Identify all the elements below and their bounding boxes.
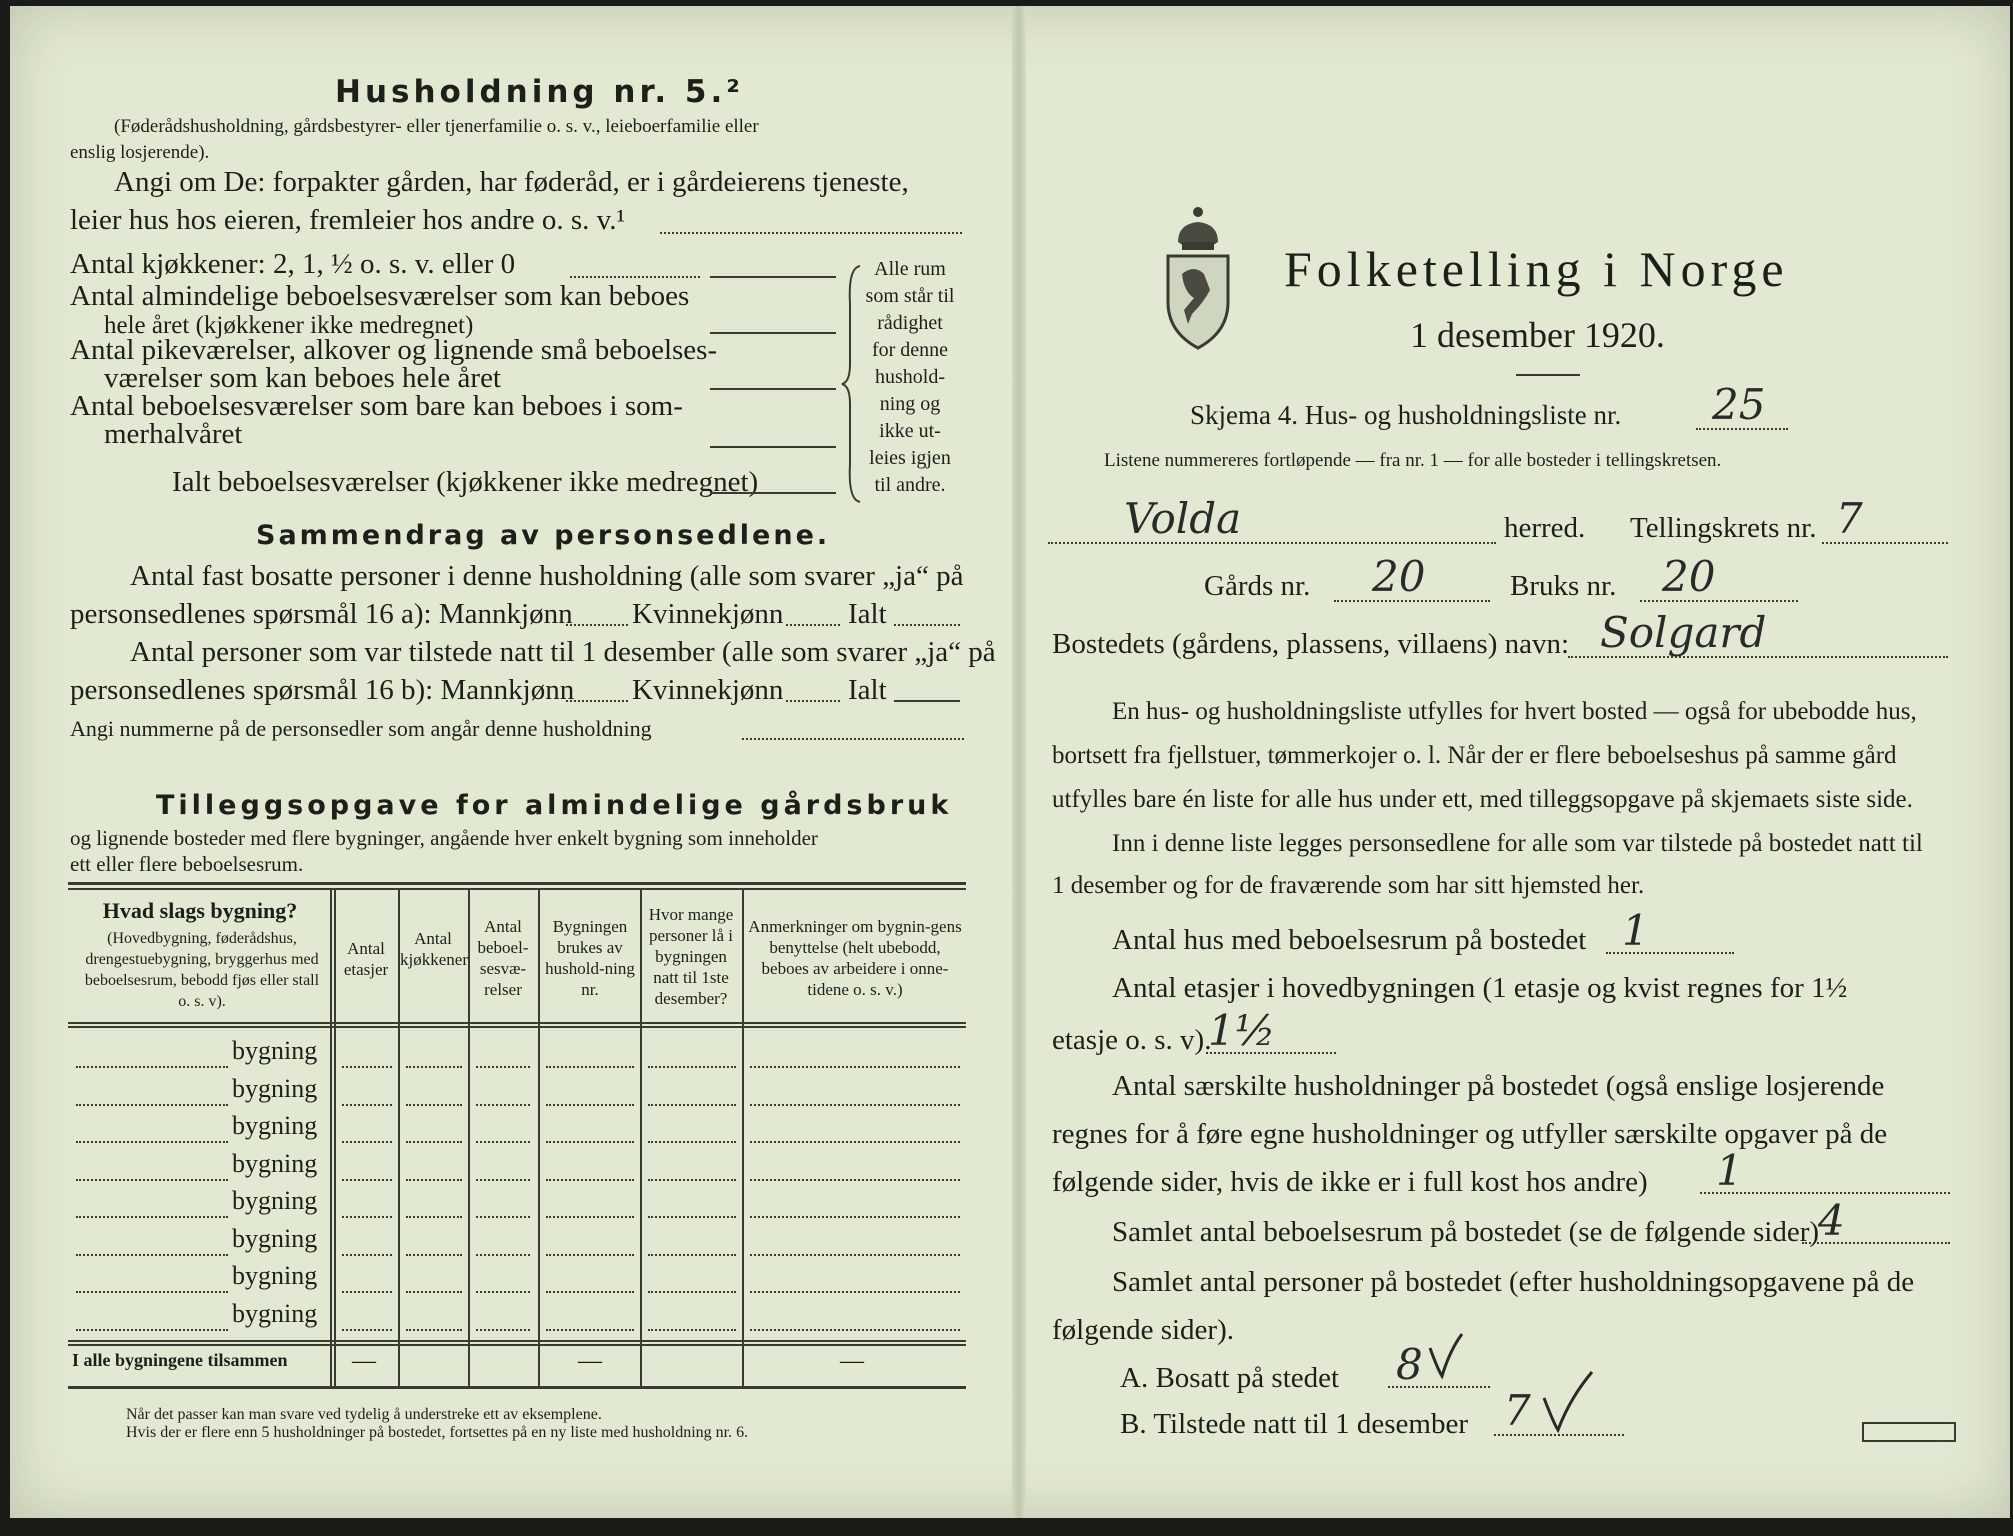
table-cell[interactable] [546, 1179, 634, 1181]
summer-answer[interactable] [710, 446, 836, 448]
col-header-remarks: Anmerkninger om bygnin-gens benyttelse (helt ubebodd, beboes av arbeidere i onne-tidene o. s. v.) [748, 917, 962, 999]
table-cell[interactable] [648, 1104, 736, 1106]
beboelsesrum-label: Samlet antal beboelsesrum på bostedet (se de følgende sider) [1112, 1216, 1820, 1248]
beboelsesrum-line [1802, 1242, 1950, 1244]
page-fold [1012, 6, 1026, 1518]
building-row-label: bygning [232, 1036, 318, 1065]
female-fixed-answer[interactable] [786, 624, 840, 626]
angi-line-2: leier hus hos eieren, fremleier hos andre o. s. v.¹ [70, 204, 626, 236]
building-type-answer[interactable] [76, 1329, 228, 1331]
total-remarks-dash: — [840, 1348, 864, 1374]
gards-line [1334, 600, 1490, 602]
bosatt-line [1388, 1386, 1490, 1388]
total-household-dash: — [578, 1348, 602, 1374]
bosted-label: Bostedets (gårdens, plassens, villaens) navn: [1052, 628, 1570, 660]
beboelsesrum-value[interactable]: 4 [1818, 1196, 1845, 1245]
table-cell[interactable] [406, 1066, 462, 1068]
census-title: Folketelling i Norge [1284, 241, 1789, 297]
table-cell[interactable] [476, 1291, 530, 1293]
female-present-answer[interactable] [786, 700, 840, 702]
total-present-answer[interactable] [894, 700, 960, 702]
personer-line-2: følgende sider). [1052, 1314, 1234, 1346]
building-row-label: bygning [232, 1111, 318, 1140]
female-label-1: Kvinnekjønn [632, 598, 784, 630]
table-cell[interactable] [648, 1216, 736, 1218]
bosted-value[interactable]: Solgard [1600, 608, 1767, 657]
table-cell[interactable] [476, 1179, 530, 1181]
table-cell[interactable] [750, 1179, 960, 1181]
table-cell[interactable] [648, 1066, 736, 1068]
intro-line-1: (Føderådshusholdning, gårdsbestyrer- eller tjenerfamilie o. s. v., leieboerfamilie eller [114, 116, 759, 137]
bruks-label: Bruks nr. [1510, 570, 1617, 602]
kitchens-answer[interactable] [710, 276, 836, 278]
check-mark-icon [1540, 1368, 1596, 1434]
check-mark-icon [1426, 1330, 1466, 1380]
table-cell[interactable] [476, 1141, 530, 1143]
table-cell[interactable] [406, 1329, 462, 1331]
rooms-summer-2: merhalvåret [104, 418, 243, 450]
tilstede-value[interactable]: 7 [1504, 1386, 1531, 1435]
total-floors-dash: — [352, 1348, 376, 1374]
tilstede-label: B. Tilstede natt til 1 desember [1120, 1408, 1468, 1440]
col-header-persons: Hvor mange personer lå i bygningen natt til 1ste desember? [648, 905, 734, 1008]
bruks-value[interactable]: 20 [1662, 552, 1716, 601]
bosted-line [1568, 656, 1948, 658]
rooms-ordinary-2: hele året (kjøkkener ikke medregnet) [104, 312, 474, 339]
col-header-type: Hvad slags bygning? [102, 898, 298, 923]
table-cell[interactable] [648, 1179, 736, 1181]
rooms-ordinary-1: Antal almindelige beboelsesværelser som kan beboes [70, 280, 690, 312]
building-row-label: bygning [232, 1298, 318, 1328]
total-row-label: I alle bygningene tilsammen [72, 1350, 288, 1370]
summary-line-4: personsedlenes spørsmål 16 b): Mannkjønn [70, 674, 575, 706]
building-type-answer[interactable] [76, 1254, 228, 1256]
listene-note: Listene nummereres fortløpende — fra nr. 1 — for alle bosteder i tellingskretsen. [1104, 450, 1722, 471]
tillegg-line-2: ett eller flere beboelsesrum. [70, 852, 304, 876]
ialt-answer[interactable] [710, 492, 836, 494]
bosatt-value[interactable]: 8 [1396, 1340, 1423, 1389]
table-cell[interactable] [406, 1141, 462, 1143]
saerskilte-line [1700, 1192, 1950, 1194]
table-cell[interactable] [476, 1254, 530, 1256]
table-cell[interactable] [342, 1291, 392, 1293]
etasjer-line-1: Antal etasjer i hovedbygningen (1 etasje og kvist regnes for 1½ [1112, 972, 1848, 1004]
tellingskrets-label: Tellingskrets nr. [1630, 512, 1817, 544]
footnote-2: Hvis der er flere enn 5 husholdninger på bostedet, fortsettes på en ny liste med husholdning nr. 6. [126, 1424, 749, 1441]
building-type-answer[interactable] [76, 1104, 228, 1106]
table-cell[interactable] [750, 1141, 960, 1143]
table-cell[interactable] [342, 1141, 392, 1143]
table-cell[interactable] [546, 1104, 634, 1106]
instruction-3: utfylles bare én liste for alle hus under ett, med tilleggsopgave på skjemaets siste side. [1052, 786, 1913, 813]
bruks-line [1640, 600, 1798, 602]
table-cell[interactable] [476, 1066, 530, 1068]
table-cell[interactable] [750, 1216, 960, 1218]
instruction-2: bortsett fra fjellstuer, tømmerkojer o. l. Når der er flere beboelseshus på samme gård [1052, 742, 1897, 769]
etasjer-line-2: etasje o. s. v). [1052, 1024, 1212, 1056]
intro-line-2: enslig losjerende). [70, 142, 210, 163]
female-label-2: Kvinnekjønn [632, 674, 784, 706]
table-cell[interactable] [750, 1329, 960, 1331]
building-type-answer[interactable] [76, 1216, 228, 1218]
table-cell[interactable] [546, 1291, 634, 1293]
bosatt-label: A. Bosatt på stedet [1120, 1362, 1340, 1394]
table-cell[interactable] [750, 1291, 960, 1293]
col-header-type-note: (Hovedbygning, føderådshus, drengestuebygning, bryggerhus med beboelsesrum, bebodd fjøs eller stall o. s. v). [84, 930, 320, 1010]
ialt-label-1: Ialt [848, 598, 887, 630]
table-cell[interactable] [546, 1066, 634, 1068]
col-header-household: Bygningen brukes av hushold-ning nr. [545, 917, 635, 999]
building-row-label: bygning [232, 1223, 318, 1253]
instruction-1: En hus- og husholdningsliste utfylles for hvert bosted — også for ubebodde hus, [1112, 698, 1917, 725]
building-type-answer[interactable] [76, 1141, 228, 1143]
footnote-1: Når det passer kan man svare ved tydelig å understreke ett av eksemplene. [126, 1406, 602, 1423]
summary-title: Sammendrag av personsedlene. [256, 520, 831, 551]
title-rule [1516, 374, 1580, 376]
saerskilte-value[interactable]: 1 [1716, 1146, 1743, 1195]
gards-label: Gårds nr. [1204, 570, 1311, 602]
printer-stamp [1862, 1422, 1956, 1442]
etasjer-dots [1206, 1052, 1336, 1054]
building-type-answer[interactable] [76, 1291, 228, 1293]
table-cell[interactable] [476, 1104, 530, 1106]
summary-line-3: Antal personer som var tilstede natt til 1 desember (alle som svarer „ja“ på [130, 636, 996, 668]
saerskilte-line-1: Antal særskilte husholdninger på bostedet (også enslige losjerende [1112, 1070, 1885, 1102]
saerskilte-line-3: følgende sider, hvis de ikke er i full kost hos andre) [1052, 1166, 1648, 1198]
table-cell[interactable] [342, 1179, 392, 1181]
summary-line-2: personsedlenes spørsmål 16 a): Mannkjønn [70, 598, 573, 630]
male-fixed-answer[interactable] [566, 624, 628, 626]
tilstede-line [1494, 1434, 1624, 1436]
table-cell[interactable] [648, 1291, 736, 1293]
building-type-answer[interactable] [76, 1179, 228, 1181]
total-fixed-answer[interactable] [894, 624, 960, 626]
instruction-5: 1 desember og for de fraværende som har sitt hjemsted her. [1052, 872, 1645, 899]
table-cell[interactable] [648, 1254, 736, 1256]
table-cell[interactable] [750, 1104, 960, 1106]
col-header-kitchens: Antal kjøkkener [400, 929, 468, 969]
skjema-label: Skjema 4. Hus- og husholdningsliste nr. [1190, 400, 1622, 430]
list-number-value[interactable]: 25 [1712, 380, 1766, 429]
maids-answer[interactable] [710, 388, 836, 390]
hus-label: Antal hus med beboelsesrum på bostedet [1112, 924, 1587, 956]
herred-line [1048, 542, 1496, 544]
building-row-label: bygning [232, 1148, 318, 1178]
table-cell[interactable] [406, 1216, 462, 1218]
saerskilte-line-2: regnes for å føre egne husholdninger og utfyller særskilte opgaver på de [1052, 1118, 1888, 1150]
kitchens-dots [570, 276, 700, 278]
table-cell[interactable] [406, 1104, 462, 1106]
etasjer-value[interactable]: 1½ [1208, 1006, 1276, 1055]
table-cell[interactable] [342, 1329, 392, 1331]
norwegian-coat-of-arms-icon [1164, 202, 1232, 350]
rooms-maids-1: Antal pikeværelser, alkover og lignende små beboelses- [70, 334, 718, 366]
tellingskrets-value[interactable]: 7 [1836, 494, 1863, 543]
tellingskrets-line [1822, 542, 1948, 544]
building-row-label: bygning [232, 1261, 318, 1290]
summary-line-1: Antal fast bosatte personer i denne husholdning (alle som svarer „ja“ på [130, 560, 964, 592]
instruction-4: Inn i denne liste legges personsedlene for alle som var tilstede på bostedet natt til [1112, 830, 1923, 857]
table-cell[interactable] [342, 1104, 392, 1106]
table-cell[interactable] [342, 1254, 392, 1256]
table-cell[interactable] [546, 1141, 634, 1143]
building-type-answer[interactable] [76, 1066, 228, 1068]
table-cell[interactable] [406, 1254, 462, 1256]
rooms-kitchens: Antal kjøkkener: 2, 1, ½ o. s. v. eller 0 [70, 248, 516, 280]
hus-value[interactable]: 1 [1622, 906, 1649, 955]
tillegg-line-1: og lignende bosteder med flere bygninger, angående hver enkelt bygning som inneholder [70, 826, 818, 850]
table-cell[interactable] [750, 1066, 960, 1068]
ialt-rooms: Ialt beboelsesværelser (kjøkkener ikke medregnet) [172, 466, 759, 498]
building-row-label: bygning [232, 1186, 318, 1215]
rooms-maids-2: værelser som kan beboes hele året [104, 362, 501, 394]
table-cell[interactable] [406, 1291, 462, 1293]
rooms-summer-1: Antal beboelsesværelser som bare kan beboes i som- [70, 390, 683, 422]
col-header-rooms: Antal beboel-sesvæ-relser [477, 917, 529, 999]
table-cell[interactable] [476, 1216, 530, 1218]
census-date: 1 desember 1920. [1410, 315, 1665, 355]
building-row-label: bygning [232, 1073, 318, 1103]
table-cell[interactable] [648, 1329, 736, 1331]
nummerne-answer[interactable] [742, 738, 964, 740]
herred-value[interactable]: Volda [1124, 494, 1242, 543]
angi-answer-line[interactable] [660, 232, 962, 234]
household-title: Husholdning nr. 5.² [335, 74, 744, 110]
table-cell[interactable] [546, 1216, 634, 1218]
col-header-floors: Antal etasjer [343, 939, 389, 979]
hus-line [1606, 952, 1734, 954]
brace-note: Alle rum som står til rådighet for denne hushold- ning og ikke ut- leies igjen til andre. [865, 258, 955, 496]
table-cell[interactable] [342, 1066, 392, 1068]
list-number-line [1696, 428, 1788, 430]
table-cell[interactable] [750, 1254, 960, 1256]
table-cell[interactable] [342, 1216, 392, 1218]
male-present-answer[interactable] [566, 700, 628, 702]
tillegg-title: Tilleggsopgave for almindelige gårdsbruk [156, 790, 953, 821]
angi-line-1: Angi om De: forpakter gården, har føderåd, er i gårdeierens tjeneste, [114, 166, 909, 198]
herred-label: herred. [1504, 512, 1586, 544]
ialt-label-2: Ialt [848, 674, 887, 706]
table-cell[interactable] [546, 1329, 634, 1331]
table-cell[interactable] [546, 1254, 634, 1256]
ordinary-answer[interactable] [710, 332, 836, 334]
table-cell[interactable] [406, 1179, 462, 1181]
table-cell[interactable] [648, 1141, 736, 1143]
personer-line-1: Samlet antal personer på bostedet (efter husholdningsopgavene på de [1112, 1266, 1915, 1298]
table-cell[interactable] [476, 1329, 530, 1331]
gards-value[interactable]: 20 [1372, 552, 1426, 601]
nummerne-line: Angi nummerne på de personsedler som angår denne husholdning [70, 716, 652, 741]
